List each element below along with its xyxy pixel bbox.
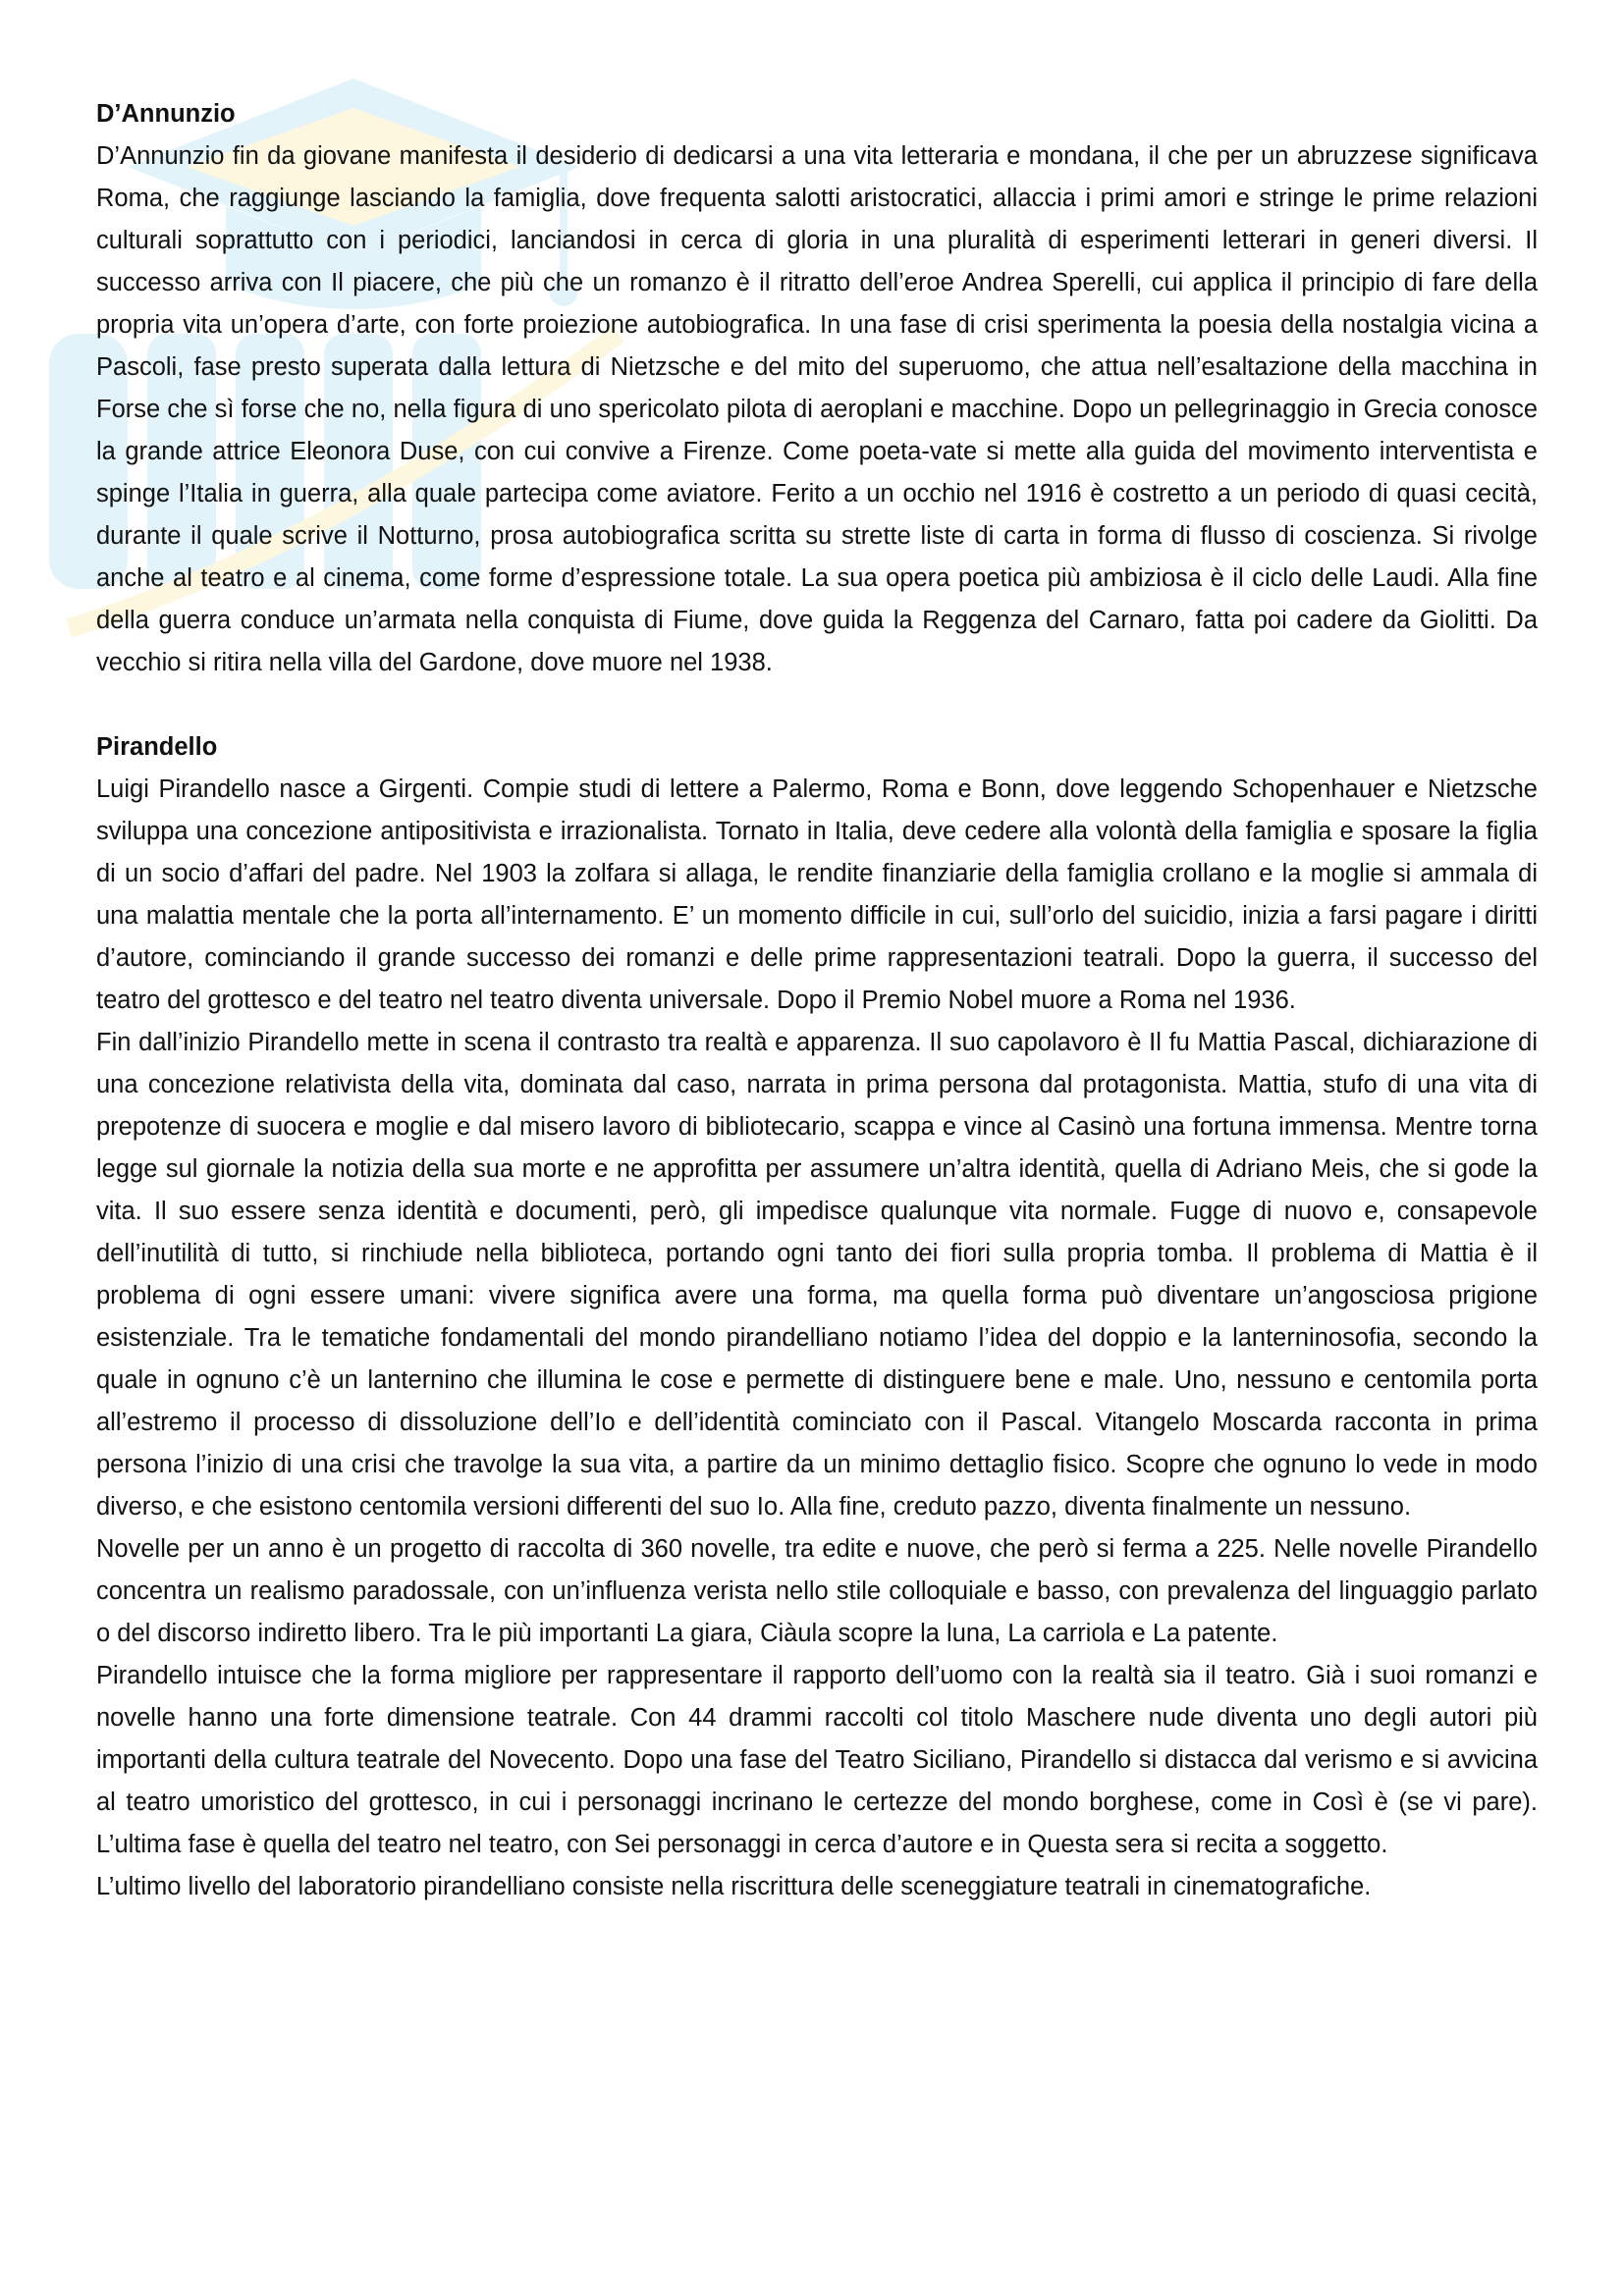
section-title: Pirandello xyxy=(96,733,218,761)
paragraph: L’ultimo livello del laboratorio pirandelliano consiste nella riscrittura delle sceneggiature teatrali in cinematografiche. xyxy=(96,1873,1372,1900)
section-title: D’Annunzio xyxy=(96,100,236,128)
paragraph: Luigi Pirandello nasce a Girgenti. Compie studi di lettere a Palermo, Roma e Bonn, dove leggendo Schopenhauer e Nietzsche sviluppa una concezione antipositivista e irrazionalista. Tornato in Italia, deve cedere alla volontà della famiglia e sposare la figlia di un socio d’affari del padre. Nel 1903 la zolfara si allaga, le rendite finanziarie della famiglia crollano e la moglie si ammala di una malattia mentale che la porta all’internamento. E’ un momento difficile in cui, sull’orlo del suicidio, inizia a farsi pagare i diritti d’autore, cominciando il grande successo dei romanzi e delle prime rappresentazioni teatrali. Dopo la guerra, il successo del teatro del grottesco e del teatro nel teatro diventa universale. Dopo il Premio Nobel muore a Roma nel 1936. xyxy=(96,775,1538,1014)
section-dannunzio xyxy=(96,93,1538,684)
section-spacer xyxy=(96,684,1538,726)
paragraph: D’Annunzio fin da giovane manifesta il desiderio di dedicarsi a una vita letteraria e mondana, il che per un abruzzese significava Roma, che raggiunge lasciando la famiglia, dove frequenta salotti aristocratici, allaccia i primi amori e stringe le prime relazioni culturali soprattutto con i periodici, lanciandosi in cerca di gloria in una pluralità di esperimenti letterari in generi diversi. Il successo arriva con Il piacere, che più che un romanzo è il ritratto dell’eroe Andrea Sperelli, cui applica il principio di fare della propria vita un’opera d’arte, con forte proiezione autobiografica. In una fase di crisi sperimenta la poesia della nostalgia vicina a Pascoli, fase presto superata dalla lettura di Nietzsche e del mito del superuomo, che attua nell’esaltazione della macchina in Forse che sì forse che no, nella figura di uno spericolato pilota di aeroplani e macchine. Dopo un pellegrinaggio in Grecia conosce la grande attrice Eleonora Duse, con cui convive a Firenze. Come poeta-vate si mette alla guida del movimento interventista e spinge l’Italia in guerra, alla quale partecipa come aviatore. Ferito a un occhio nel 1916 è costretto a un periodo di quasi cecità, durante il quale scrive il Notturno, prosa autobiografica scritta su strette liste di carta in forma di flusso di coscienza. Si rivolge anche al teatro e al cinema, come forme d’espressione totale. La sua opera poetica più ambiziosa è il ciclo delle Laudi. Alla fine della guerra conduce un’armata nella conquista di Fiume, dove guida la Reggenza del Carnaro, fatta poi cadere da Giolitti. Da vecchio si ritira nella villa del Gardone, dove muore nel 1938. xyxy=(96,142,1538,676)
document-page xyxy=(96,93,1538,1908)
section-pirandello xyxy=(96,726,1538,1908)
paragraph: Pirandello intuisce che la forma migliore per rappresentare il rapporto dell’uomo con la realtà sia il teatro. Già i suoi romanzi e novelle hanno una forte dimensione teatrale. Con 44 drammi raccolti col titolo Maschere nude diventa uno degli autori più importanti della cultura teatrale del Novecento. Dopo una fase del Teatro Siciliano, Pirandello si distacca dal verismo e si avvicina al teatro umoristico del grottesco, in cui i personaggi incrinano le certezze del mondo borghese, come in Così è (se vi pare). L’ultima fase è quella del teatro nel teatro, con Sei personaggi in cerca d’autore e in Questa sera si recita a soggetto. xyxy=(96,1662,1538,1858)
paragraph: Novelle per un anno è un progetto di raccolta di 360 novelle, tra edite e nuove, che però si ferma a 225. Nelle novelle Pirandello concentra un realismo paradossale, con un’influenza verista nello stile colloquiale e basso, con prevalenza del linguaggio parlato o del discorso indiretto libero. Tra le più importanti La giara, Ciàula scopre la luna, La carriola e La patente. xyxy=(96,1535,1538,1647)
paragraph: Fin dall’inizio Pirandello mette in scena il contrasto tra realtà e apparenza. Il suo capolavoro è Il fu Mattia Pascal, dichiarazione di una concezione relativista della vita, dominata dal caso, narrata in prima persona dal protagonista. Mattia, stufo di una vita di prepotenze di suocera e moglie e dal misero lavoro di bibliotecario, scappa e vince al Casinò una fortuna immensa. Mentre torna legge sul giornale la notizia della sua morte e ne approfitta per assumere un’altra identità, quella di Adriano Meis, che si gode la vita. Il suo essere senza identità e documenti, però, gli impedisce qualunque vita normale. Fugge di nuovo e, consapevole dell’inutilità di tutto, si rinchiude nella biblioteca, portando ogni tanto dei fiori sulla propria tomba. Il problema di Mattia è il problema di ogni essere umani: vivere significa avere una forma, ma quella forma può diventare un’angosciosa prigione esistenziale. Tra le tematiche fondamentali del mondo pirandelliano notiamo l’idea del doppio e la lanterninosofia, secondo la quale in ognuno c’è un lanternino che illumina le cose e permette di distinguere bene e male. Uno, nessuno e centomila porta all’estremo il processo di dissoluzione dell’Io e dell’identità cominciato con il Pascal. Vitangelo Moscarda racconta in prima persona l’inizio di una crisi che travolge la sua vita, a partire da un minimo dettaglio fisico. Scopre che ognuno lo vede in modo diverso, e che esistono centomila versioni differenti del suo Io. Alla fine, creduto pazzo, diventa finalmente un nessuno. xyxy=(96,1029,1538,1521)
